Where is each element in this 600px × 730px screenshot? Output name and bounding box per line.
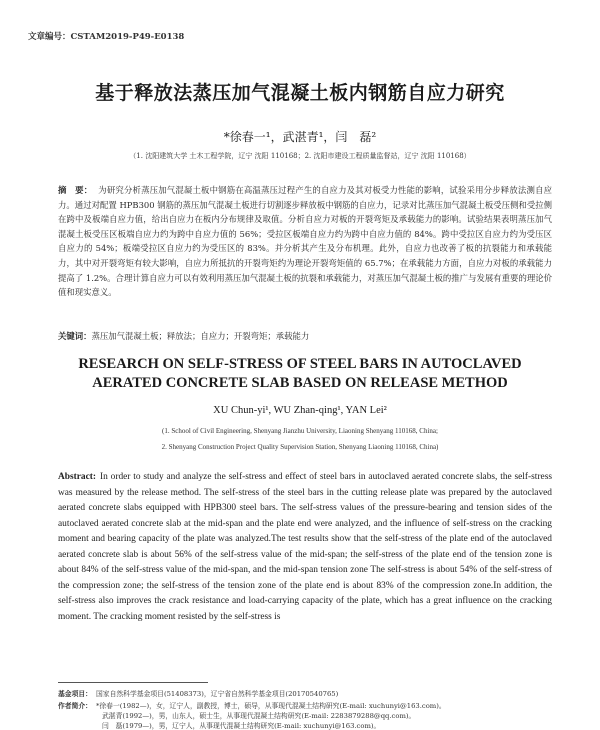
english-authors: XU Chun-yi¹, WU Zhan-qing¹, YAN Lei² (213, 405, 387, 416)
chinese-abstract (58, 183, 552, 300)
chinese-keywords-label: 关键词： (58, 331, 92, 341)
chinese-title: 基于释放法蒸压加气混凝土板内钢筋自应力研究 (95, 82, 505, 104)
footnote-divider (58, 682, 208, 683)
funding-label: 基金项目： (58, 690, 92, 698)
english-abstract-label: Abstract: (58, 472, 97, 482)
chinese-keywords-text: 蒸压加气混凝土板；释放法；自应力；开裂弯矩；承载能力 (91, 331, 310, 341)
author-footnote-3: 闫 磊(1979—)，男，辽宁人，从事现代混凝土结构研究(E-mail: xuchunyi@163.com)。 (102, 722, 381, 730)
author-footnote-1 (58, 700, 558, 710)
english-title-line-2: AERATED CONCRETE SLAB BASED ON RELEASE METHOD (92, 375, 508, 391)
english-abstract-text: In order to study and analyze the self-stress and effect of steel bars in autoclaved aerated concrete slabs, the self-stress was measured by the release method. The self-stress of the steel bars in the cutting release plate was prepared by the autoclaved aerated concrete slabs equipped with HPB300 steel bars. The self-stress values of the pressure-bearing and tension sides of the autoclaved aerated concrete slab at the mid-span and the plate end were analyzed, and the influence of self-stress on the cracking moment and bearing capacity of the plate was analyzed.The test results show that the self-stress of the plate end of the autoclaved aerated concrete slab is about 56% of the self-stress value of the mid-span; the self-stress of the plate end of the tension zone is about 84% of the self-stress value of the mid-span, and the mid-span tension zone The self-stress is about 54% of the self-stress of the compression zone; the self-stress of the tension zone of the plate end is about 83% of the compression zone.In addition, the self-stress also improves the crack resistance and load-carrying capacity of the plate, which has a great influence on the cracking moment. The cracking moment resisted by the self-stress is (58, 472, 552, 622)
chinese-abstract-label: 摘 要： (58, 185, 93, 195)
chinese-affiliation: （1. 沈阳建筑大学 土木工程学院，辽宁 沈阳 110168；2. 沈阳市建设工程质量监督站，辽宁 沈阳 110168） (129, 152, 471, 160)
english-affiliation-1: (1. School of Civil Engineering, Shenyang Jianzhu University, Liaoning Shenyang 110168, China; (162, 427, 438, 435)
english-affiliation-2: 2. Shenyang Construction Project Quality Supervision Station, Shenyang Liaoning 110168, China) (161, 443, 439, 451)
funding-text: 国家自然科学基金项目(51408373)，辽宁省自然科学基金项目(20170540765) (95, 690, 339, 698)
author-bio-1: *徐春一(1982—)，女，辽宁人，副教授，博士，硕导，从事现代混凝土结构研究(E-mail: xuchunyi@163.com)。 (95, 702, 446, 710)
author-footnote-2: 武湛青(1992—)，男，山东人，硕士生，从事现代混凝土结构研究(E-mail: 2283879288@qq.com)。 (102, 712, 416, 720)
english-title-line-1: RESEARCH ON SELF-STRESS OF STEEL BARS IN AUTOCLAVED (78, 356, 522, 372)
funding-footnote (58, 688, 558, 698)
chinese-abstract-text: 为研究分析蒸压加气混凝土板中钢筋在高温蒸压过程产生的自应力及其对板受力性能的影响，试验采用分步释放法测自应力。通过对配置 HPB300 钢筋的蒸压加气混凝土板进行切割逐步释放板中钢筋的自应力，记录对比蒸压加气混凝土板受压侧和受拉侧在跨中及板端自应力值，给出自应力在板内分布规律及取值。分析自应力对板的开裂弯矩及承载能力的影响。试验结果表明蒸压加气混凝土板受压区板端自应力约为跨中自应力值的 56%；受拉区板端自应力约为跨中自应力值的 84%。跨中受拉区自应力约为受压区自应力的 54%；板端受拉区自应力约为受压区的 83%。并分析其产生及分布机理。此外，自应力也改善了板的抗裂能力和承载能力，其中对开裂弯矩有较大影响，自应力所抵抗的开裂弯矩约为理论开裂弯矩值的 65.7%；在承载能力方面，自应力对板的承载能力提高了 1.2%。合理计算自应力可以有效利用蒸压加气混凝土板的抗裂和承载能力，对蒸压加气混凝土板的推广与发展有重要的理论价值和现实意义。 (58, 185, 553, 298)
author-bio-label: 作者简介： (58, 702, 92, 710)
chinese-authors: *徐春一¹，武湛青¹，闫 磊² (223, 130, 377, 144)
english-abstract (58, 470, 552, 625)
document-number: 文章编号：CSTAM2019-P49-E0138 (28, 32, 185, 42)
english-title (0, 355, 600, 393)
chinese-keywords (58, 330, 552, 342)
